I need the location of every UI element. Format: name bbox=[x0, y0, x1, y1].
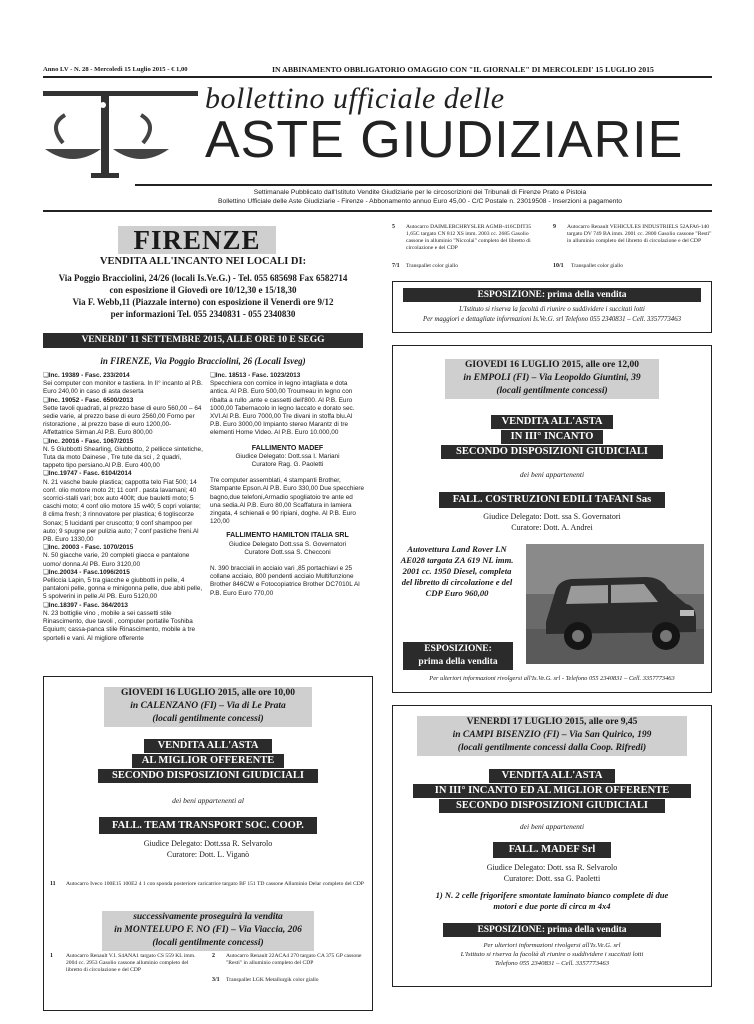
lot-item bbox=[43, 438, 203, 471]
calenzano-auction-box bbox=[43, 676, 373, 1011]
empoli-local: (locali gentilmente concessi) bbox=[496, 386, 608, 396]
campi-exhibition: ESPOSIZIONE: prima della vendita bbox=[443, 923, 661, 937]
firenze-heading: VENDITA ALL'INCANTO NEI LOCALI DI: bbox=[99, 256, 307, 267]
firenze-location-rest: Via Poggio Bracciolini, 26 (Locali Isveg) bbox=[151, 356, 306, 366]
campi-company: FALL. MADEF Srl bbox=[493, 842, 611, 858]
lot-text: Autocarro Renault 22ACA4 270 targato CA 375 GP cassone "Resti" in alluminio completo del CDP bbox=[226, 953, 362, 967]
issue-line: Anno LV - N. 28 - Mercoledì 15 Luglio 2015 - € 1,00 bbox=[43, 66, 188, 73]
lot-number: 2 bbox=[212, 953, 215, 959]
hamilton-judge: Giudice Delegato Dott.ssa S. Governatori bbox=[228, 540, 347, 548]
lot-heading: ❏ Inc. 20003 - Fasc. 1070/2015 bbox=[43, 544, 203, 552]
calenzano-continuation-1: successivamente proseguirà la vendita bbox=[133, 912, 283, 922]
campi-auction-box bbox=[392, 705, 712, 987]
exhibition-bar: ESPOSIZIONE: prima della vendita bbox=[403, 288, 701, 302]
campi-judge: Giudice Delegato: Dott. ssa R. Selvarolo bbox=[486, 863, 618, 872]
calenzano-continuation bbox=[102, 911, 314, 951]
masthead-subtitle-1: Settimanale Pubblicato dall'Istituto Vendite Giudiziarie per le circoscrizioni dei Tribunali di Firenze Prato e Pistoia bbox=[253, 189, 587, 196]
madef-judge: Giudice Delegato: Dott.ssa I. Mariani bbox=[235, 452, 340, 460]
lots-column-left bbox=[43, 372, 203, 643]
calenzano-local: (locali gentilmente concessi) bbox=[152, 714, 264, 724]
lot-text: N. 23 bottiglie vino , mobile a sei cassetti stile Rinascimento, due tavoli , computer portatile Toshiba Equium; cassa-panca stile Rinascimento, mobile a tre sportelli e vani. Al migliore offerente bbox=[43, 609, 196, 642]
calenzano-continuation-3: (locali gentilmente concessi) bbox=[152, 938, 264, 948]
madef-title: FALLIMENTO MADEF bbox=[251, 444, 324, 452]
calenzano-continuation-2: in MONTELUPO F. NO (FI) – Via Viaccia, 206 bbox=[114, 925, 302, 935]
campi-date: VENERDI 17 LUGLIO 2015, alle ore 9,45 bbox=[466, 717, 638, 727]
empoli-date: GIOVEDI 16 LUGLIO 2015, alle ore 12,00 bbox=[465, 360, 639, 370]
calenzano-sale-2: AL MIGLIOR OFFERENTE bbox=[132, 754, 284, 768]
calenzano-curator: Curatore: Dott. L. Viganò bbox=[166, 850, 250, 859]
empoli-goods: dei beni appartenenti bbox=[519, 470, 585, 479]
lot-item bbox=[43, 470, 203, 544]
lot-item bbox=[43, 544, 203, 569]
empoli-exhibition-2: prima della vendita bbox=[418, 657, 498, 667]
exhibition-box bbox=[392, 281, 712, 333]
empoli-company: FALL. COSTRUZIONI EDILI TAFANI Sas bbox=[439, 492, 665, 508]
lot-item bbox=[210, 372, 365, 438]
title-top: bollettino ufficiale delle bbox=[205, 82, 505, 115]
empoli-exhibition bbox=[403, 642, 513, 670]
lot-text: Specchiera con cornice in legno intagliata e dota antica. Al P.B. Euro 500,00 Troumeau in legno con ribalta a rullo ,ante e cassetti dell'800. Al P.B. Euro 1000,00 Tabernacolo in legno laccato e dorato sec. XVI.Al P.B. Euro 7000,00 Tre divani in stoffa blu.Al P.B. Euro 3000,00 Impianto stereo Marantz di tre elementi Home Video. Al P.B. Euro 10.000,00 bbox=[210, 380, 355, 437]
calenzano-company: FALL. TEAM TRANSPORT SOC. COOP. bbox=[99, 817, 317, 834]
empoli-sale-2: IN III° INCANTO bbox=[501, 430, 603, 444]
lot-text: Transpallet color giallo bbox=[571, 263, 623, 269]
calenzano-sale-1: VENDITA ALL'ASTA bbox=[144, 739, 272, 753]
lot-text: Transpallet LGK Metallurgik color giallo bbox=[226, 977, 319, 983]
campi-sale-1: VENDITA ALL'ASTA bbox=[489, 769, 615, 783]
firenze-address-3: Via F. Webb,11 (Piazzale interno) con esposizione il Venerdì ore 9/12 bbox=[72, 297, 334, 307]
calenzano-date: GIOVEDI 16 LUGLIO 2015, alle ore 10,00 bbox=[121, 688, 295, 698]
firenze-date-bar: VENERDI' 11 SETTEMBRE 2015, ALLE ORE 10 E SEGG bbox=[43, 333, 363, 348]
empoli-auction-box bbox=[392, 345, 712, 693]
empoli-sale-1: VENDITA ALL'ASTA bbox=[491, 415, 613, 429]
land-rover-photo bbox=[526, 544, 704, 664]
title-main: ASTE GIUDIZIARIE bbox=[205, 111, 684, 169]
lot-number: 3/1 bbox=[212, 977, 220, 983]
calenzano-lot-3-1 bbox=[212, 977, 368, 984]
lot-heading: ❏ Inc.20034 - Fasc.1096/2015 bbox=[43, 569, 203, 577]
exhibition-note-2: Per maggiori e dettagliate informazioni Is.Ve.G. srl Telefono 055 2340831 – Cell. 3357773463 bbox=[422, 316, 682, 323]
lot-number: 5 bbox=[392, 224, 395, 230]
lot-item bbox=[43, 397, 203, 438]
lot-heading: ❏ Inc. 19389 - Fasc. 233/2014 bbox=[43, 372, 203, 380]
campi-goods: dei beni appartenenti bbox=[519, 822, 585, 831]
campi-curator: Curatore: Dott. ssa G. Paoletti bbox=[503, 874, 601, 883]
firenze-location-prefix: in FIRENZE, bbox=[100, 356, 152, 366]
calenzano-judge: Giudice Delegato: Dott.ssa R. Selvarolo bbox=[143, 839, 273, 848]
exhibition-note-1: L'Istituto si riserva la facoltà di riunire o suddividere i succitati lotti bbox=[459, 306, 645, 313]
lot-number: 1 bbox=[50, 953, 53, 959]
lot-text: Pelliccia Lapin, 5 tra giacche e giubbotti in pelle, 4 pantaloni pelle, gonna e minigonna pelle, due abiti pelle, 5 spolverini in pelle.Al PB. Euro 5120,00 bbox=[43, 577, 203, 601]
lot-heading: ❏ Inc. 18513 - Fasc. 1023/2013 bbox=[210, 372, 365, 380]
empoli-curator: Curatore: Dott. A. Andrei bbox=[511, 523, 593, 532]
campi-item: 1) N. 2 celle frigorifere smontate laminato bianco complete di due motori e due porte di circa m 4x4 bbox=[435, 890, 669, 911]
hamilton-title: FALLIMENTO HAMILTON ITALIA SRL bbox=[226, 532, 349, 540]
empoli-place: in EMPOLI (FI) – Via Leopoldo Giuntini, 39 bbox=[463, 373, 641, 383]
lot-item bbox=[43, 372, 203, 397]
firenze-city-banner: FIRENZE bbox=[118, 226, 276, 254]
campi-sale-3: SECONDO DISPOSIZIONI GIUDICIALI bbox=[439, 799, 665, 813]
campi-info-1: Per ulteriori informazioni rivolgersi all'Is.Ve.G. srl bbox=[483, 942, 621, 949]
lot-heading: ❏ Inc. 20016 - Fasc. 1067/2015 bbox=[43, 438, 203, 446]
top-right-lots-right bbox=[553, 224, 713, 274]
masthead-top-rule bbox=[43, 76, 712, 78]
hamilton-curator: Curatore Dott.ssa S. Checconi bbox=[244, 548, 331, 556]
lot-number: 11 bbox=[50, 881, 56, 887]
campi-info-3: Telefono 055 2340831 – Cell. 3357773463 bbox=[494, 960, 610, 967]
campi-header bbox=[417, 716, 687, 756]
lot-text: Autocarro Renault V.I. S4ANA1 targato CS 559 KL imm. 2004 cc. 2953 Gasolio cassone alluminio completo del libretto di circolazione e del CDP bbox=[66, 953, 196, 974]
calenzano-lot-2 bbox=[212, 953, 368, 967]
supplement-line: IN ABBINAMENTO OBBLIGATORIO OMAGGIO CON "IL GIORNALE" DI MERCOLEDI' 15 LUGLIO 2015 bbox=[272, 65, 654, 74]
calenzano-header bbox=[104, 687, 312, 727]
empoli-exhibition-1: ESPOSIZIONE: bbox=[424, 644, 492, 654]
lot-text: Autocarro Renault VEHICULES INDUSTRIELS 52AFA6-140 targato DV 749 BA imm. 2001 cc. 2800 Gasolio cassone "Resti" in alluminio completo del libretto di circolazione e del CDP bbox=[567, 224, 712, 245]
lot-number: 7/1 bbox=[392, 263, 400, 269]
lot-heading: ❏ Inc.18397 - Fasc. 364/2013 bbox=[43, 602, 203, 610]
empoli-judge: Giudice Delegato: Dott. ssa S. Governatori bbox=[483, 512, 621, 521]
empoli-header bbox=[445, 359, 659, 399]
lot-text: Autocarro DAIMLERCHRYSLER AGMB-416CDIT35 1,65C targato CN 812 XS imm. 2003 cc. 2685 Gasolio cassone in alluminio "Niccolai" completo del libretto di circolazione e del CDP bbox=[406, 224, 532, 252]
lot-text: N. 50 giacche varie, 20 completi giacca e pantalone uomo/ donna.Al PB. Euro 3120,00 bbox=[43, 552, 190, 568]
lot-heading: ❏ Inc.19747 - Fasc. 6104/2014 bbox=[43, 470, 203, 478]
firenze-address-4: per informazioni Tel. 055 2340831 - 055 2340830 bbox=[110, 309, 296, 319]
madef-lots: Tre computer assemblati, 4 stampanti Brother, Stampante Epson.Al P.B. Euro 330,00 Due specchiere bagno,due telefoni,Armadio spogliatoio tre ante ed una sedia.Al P.B. Euro 80,00 Scaffatura in lamiera zingata, 4 schienali e 90 ripiani, doghe. Al P.B. Euro 120,00 bbox=[210, 477, 365, 526]
lot-item bbox=[43, 602, 203, 643]
lot-heading: ❏ Inc. 19052 - Fasc. 6500/2013 bbox=[43, 397, 203, 405]
lot-number: 9 bbox=[553, 224, 556, 230]
firenze-address-2: con esposizione il Giovedì ore 10/12,30 e 15/18,30 bbox=[109, 285, 297, 295]
lot-text: Sette tavoli quadrati, al prezzo base di euro 560,00 – 64 sedie varie, al prezzo base di euro 2560,00 Forno per ristorazione , al prezzo base di euro 1200,00- Affettatrice Sirman.Al P.B. Euro 800,00 bbox=[43, 404, 202, 437]
lot-text: N. 5 Giubbotti Shearling, Giubbotto, 2 pellicce sintetiche, Tuta da moto Dainese , Tre tute da sci , 2 quadri, tappeto tipo persiano.Al P.B. Euro 400,00 bbox=[43, 445, 203, 470]
campi-local: (locali gentilmente concessi dalla Coop. Rifredi) bbox=[457, 743, 647, 753]
scales-of-justice-logo bbox=[43, 85, 223, 180]
madef-curator: Curatore Rag. G. Paoletti bbox=[251, 461, 324, 469]
top-right-lots-left bbox=[392, 224, 542, 274]
lot-item bbox=[43, 569, 203, 602]
masthead-bottom-rule bbox=[43, 210, 712, 212]
calenzano-sale-3: SECONDO DISPOSIZIONI GIUDICIALI bbox=[98, 769, 318, 783]
calenzano-place: in CALENZANO (FI) – Via di Le Prata bbox=[130, 701, 286, 711]
empoli-car-description: Autovettura Land Rover LN AE028 targata ZA 619 NL imm. 2001 cc. 1950 Diesel, completa del libretto di circolazione e del CDP Euro 960,00 bbox=[400, 544, 514, 598]
firenze-location bbox=[43, 356, 363, 366]
campi-sale-2: IN III° INCANTO ED AL MIGLIOR OFFERENTE bbox=[413, 784, 691, 798]
empoli-sale-3: SECONDO DISPOSIZIONI GIUDICIALI bbox=[441, 445, 663, 459]
firenze-address-1: Via Poggio Bracciolini, 24/26 (locali Is.Ve.G.) - Tel. 055 685698 Fax 6582714 bbox=[58, 273, 348, 283]
calenzano-lot-1 bbox=[50, 953, 202, 974]
lot-text: Transpallet color giallo bbox=[406, 263, 458, 269]
masthead-rule bbox=[135, 184, 712, 186]
campi-info-2: L'Istituto si riserva la facoltà di riunire o suddividere i succitati lotti bbox=[460, 951, 644, 958]
campi-place: in CAMPI BISENZIO (FI) – Via San Quirico, 199 bbox=[452, 730, 652, 740]
lot-text: Sei computer con monitor e tastiera. In II° incanto al P.B. Euro 240,00 in caso di asta deserta bbox=[43, 380, 203, 396]
hamilton-lots: N. 390 bracciali in acciaio vari ,85 portachiavi e 25 collane acciaio, 800 pendenti acciaio Multifunzione Brother 846CW e Fotocopiatrice Brother DC7010L Al P.B. Euro Euro 770,00 bbox=[210, 565, 360, 597]
lot-text: N. 21 vasche baule plastica; cappotta telo Fiat 500; 14 conf. olio motore moto 2t; 11 conf . pasta lavamani; 40 scorrici-stalli vari; box auto 400lt; due bauletti moto; 5 caschi moto; 4 conf olio motore 15 w40; 5 copri volante; 8 clima fresh; 3 rinnovatore per plastica; 6 togliscorze Sonax; 5 lucidanti per cruscotto; 9 conf shampoo per auto; 9 spugne per pulizia auto; 7 conf pastiche freni.Al PB. Euro 1330,00 bbox=[43, 478, 201, 544]
empoli-info: Per ulteriori informazioni rivolgersi all'Is.Ve.G. srl - Telefono 055 2340831 – Cell. 3357773463 bbox=[429, 675, 675, 682]
lots-column-right bbox=[210, 372, 365, 598]
masthead-subtitle-2: Bollettino Ufficiale delle Aste Giudiziarie - Firenze - Abbonamento annuo Euro 45,00 - C/C Postale n. 23019508 - Inserzioni a pagamento bbox=[218, 198, 622, 205]
lot-text: Autocarro Iveco 100E15 100E2 4 1 con sponda posteriore caricatrice targato BF 151 TD cassone Alluminio Delar completo del CDP bbox=[66, 881, 364, 887]
lot-number: 10/1 bbox=[553, 263, 564, 269]
calenzano-lot-11 bbox=[50, 881, 368, 888]
calenzano-goods: dei beni appartenenti al bbox=[172, 796, 244, 805]
